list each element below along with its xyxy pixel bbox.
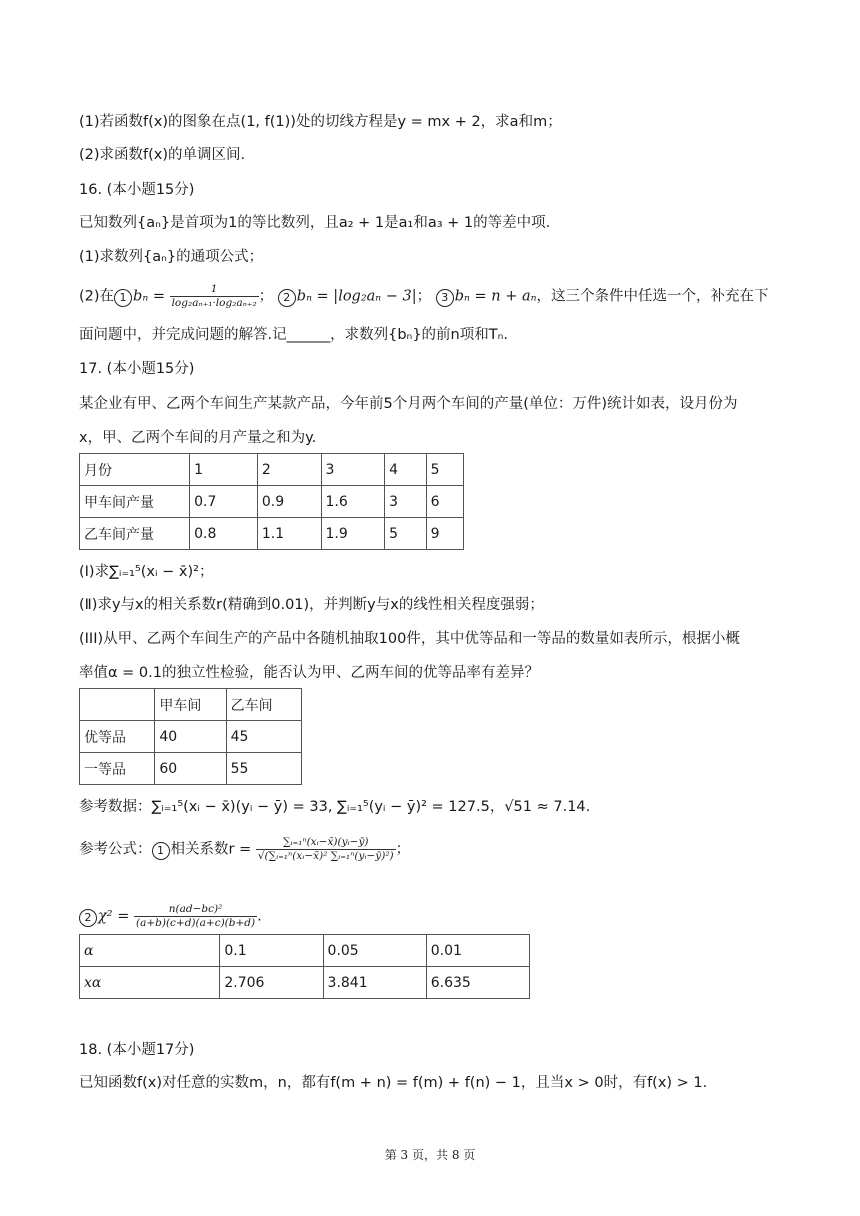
table-cell: xα xyxy=(80,967,220,999)
q16-part2-prefix: (2)在 xyxy=(79,288,115,305)
table-cell: 1 xyxy=(190,454,258,486)
circled-1-icon: 1 xyxy=(114,289,132,307)
q17-part1: (Ⅰ)求∑ᵢ₌₁⁵(xᵢ − x̄)²； xyxy=(79,564,214,580)
q16-cond1-lhs: bₙ = xyxy=(133,288,165,305)
q17-formula2-fraction xyxy=(134,903,257,930)
table-row xyxy=(80,967,530,999)
table-cell: 优等品 xyxy=(80,721,155,753)
table-cell xyxy=(80,689,155,721)
table-cell: 9 xyxy=(426,518,463,550)
q16-cond2: bₙ = |log₂aₙ − 3| xyxy=(296,288,417,305)
table-row xyxy=(80,486,464,518)
table-cell: α xyxy=(80,935,220,967)
table-cell: 1.9 xyxy=(321,518,385,550)
table-cell: 3 xyxy=(321,454,385,486)
q17-formula1-fraction xyxy=(256,836,396,863)
q17-formula2-lhs: χ² = xyxy=(98,908,130,925)
table-cell: 55 xyxy=(226,753,301,785)
q17-formula2-numerator: n(ad−bc)² xyxy=(168,903,223,915)
q16-cond3: bₙ = n + aₙ xyxy=(454,288,537,305)
q17-critical-value-table xyxy=(79,934,530,999)
table-row xyxy=(80,689,302,721)
q17-part2: (Ⅱ)求y与x的相关系数r(精确到0.01)，并判断y与x的线性相关程度强弱； xyxy=(79,597,544,613)
q16-part1: (1)求数列{aₙ}的通项公式； xyxy=(79,249,264,265)
q17-quality-table xyxy=(79,688,302,785)
q15-part1: (1)若函数f(x)的图象在点(1, f(1))处的切线方程是y = mx + 2，求a和m； xyxy=(79,114,562,130)
q16-cond1-numerator: 1 xyxy=(210,283,218,295)
q17-reference-formula-label: 参考公式： xyxy=(79,841,152,858)
q16-header: 16. (本小题15分) xyxy=(79,182,195,198)
table-cell: 月份 xyxy=(80,454,190,486)
table-cell: 0.7 xyxy=(190,486,258,518)
table-cell: 45 xyxy=(226,721,301,753)
q17-formula1-denominator: √(∑ᵢ₌₁ⁿ(xᵢ−x̄)² ∑ᵢ₌₁ⁿ(yᵢ−ȳ)²) xyxy=(257,850,394,862)
q16-part2-suffix: ，这三个条件中任选一个，补充在下 xyxy=(536,288,769,305)
table-cell: 0.05 xyxy=(323,935,426,967)
table-cell: 4 xyxy=(385,454,426,486)
q18-stem: 已知函数f(x)对任意的实数m，n，都有f(m + n) = f(m) + f(n) − 1，且当x > 0时，有f(x) > 1. xyxy=(79,1075,708,1091)
q17-reference-data: 参考数据：∑ᵢ₌₁⁵(xᵢ − x̄)(yᵢ − ȳ) = 33, ∑ᵢ₌₁⁵(yᵢ − ȳ)² = 127.5，√51 ≈ 7.14. xyxy=(79,799,591,815)
q17-stem-line2: x，甲、乙两个车间的月产量之和为y. xyxy=(79,430,317,446)
table-cell: 6 xyxy=(426,486,463,518)
q17-header: 17. (本小题15分) xyxy=(79,361,195,377)
table-cell: 0.8 xyxy=(190,518,258,550)
table-cell: 3.841 xyxy=(323,967,426,999)
table-cell: 0.1 xyxy=(220,935,323,967)
table-cell: 60 xyxy=(155,753,226,785)
q17-stem-line1: 某企业有甲、乙两个车间生产某款产品，今年前5个月两个车间的产量(单位：万件)统计如表，设月份为 xyxy=(79,396,738,412)
q17-production-table xyxy=(79,453,464,550)
q16-cond1-fraction xyxy=(170,283,259,310)
table-row xyxy=(80,935,530,967)
q17-formula1-label: 相关系数r = xyxy=(170,841,252,858)
table-cell: 0.01 xyxy=(426,935,529,967)
circled-3-icon: 3 xyxy=(436,289,454,307)
q16-part2-line1: (2)在 1 bₙ = $\frac{1}{\text{log₂aₙ₊₁·log₂aₙ₊₂}}$ ； 2 bₙ = |log₂aₙ − 3|； 3 bₙ = n + aₙ，这三个条件中任选一个，补充在下 xyxy=(79,283,769,309)
table-cell: 2.706 xyxy=(220,967,323,999)
table-cell: 1.6 xyxy=(321,486,385,518)
table-cell: 3 xyxy=(385,486,426,518)
q17-formula1-numerator: ∑ᵢ₌₁ⁿ(xᵢ−x̄)(yᵢ−ȳ) xyxy=(282,836,369,848)
q17-formula2-denominator: (a+b)(c+d)(a+c)(b+d) xyxy=(135,917,256,929)
table-cell: 乙车间产量 xyxy=(80,518,190,550)
q18-header: 18. (本小题17分) xyxy=(79,1042,195,1058)
table-cell: 甲车间 xyxy=(155,689,226,721)
table-cell: 2 xyxy=(257,454,321,486)
table-cell: 1.1 xyxy=(257,518,321,550)
table-cell: 40 xyxy=(155,721,226,753)
table-row xyxy=(80,454,464,486)
q17-part3-line2: 率值α = 0.1的独立性检验，能否认为甲、乙两车间的优等品率有差异？ xyxy=(79,665,539,681)
circled-2-icon: 2 xyxy=(278,289,296,307)
table-cell: 0.9 xyxy=(257,486,321,518)
table-row xyxy=(80,753,302,785)
table-cell: 一等品 xyxy=(80,753,155,785)
table-row xyxy=(80,518,464,550)
table-cell: 5 xyxy=(426,454,463,486)
q16-stem: 已知数列{aₙ}是首项为1的等比数列，且a₂ + 1是a₁和a₃ + 1的等差中项. xyxy=(79,215,551,231)
q16-cond1-denominator: log₂aₙ₊₁·log₂aₙ₊₂ xyxy=(171,297,257,309)
q17-reference-formula2: 2 χ² = $\frac{\text{n(ad−bc)²}}{(a+b)(c+d)(a+c)(b+d)}$ . xyxy=(79,903,262,930)
q17-part3-line1: (III)从甲、乙两个车间生产的产品中各随机抽取100件，其中优等品和一等品的数量如表所示，根据小概 xyxy=(79,631,740,647)
q15-part2: (2)求函数f(x)的单调区间. xyxy=(79,147,246,163)
page-footer: 第 3 页，共 8 页 xyxy=(384,1148,476,1162)
table-cell: 5 xyxy=(385,518,426,550)
q17-reference-formula1: 参考公式： 1 相关系数r = $\frac{\text{∑ᵢ₌₁ⁿ(xᵢ−x̄)(yᵢ−ȳ)}}{\text{√(∑ᵢ₌₁ⁿ(xᵢ−x̄)² ∑ᵢ₌₁ⁿ(yᵢ−ȳ)²)}}$ ； xyxy=(79,836,411,862)
table-cell: 甲车间产量 xyxy=(80,486,190,518)
table-row xyxy=(80,721,302,753)
table-cell: 6.635 xyxy=(426,967,529,999)
q16-part2-line2: 面问题中，并完成问题的解答.记______，求数列{bₙ}的前n项和Tₙ. xyxy=(79,327,508,343)
circled-2-icon: 2 xyxy=(79,909,97,927)
table-cell: 乙车间 xyxy=(226,689,301,721)
circled-1-icon: 1 xyxy=(152,842,170,860)
